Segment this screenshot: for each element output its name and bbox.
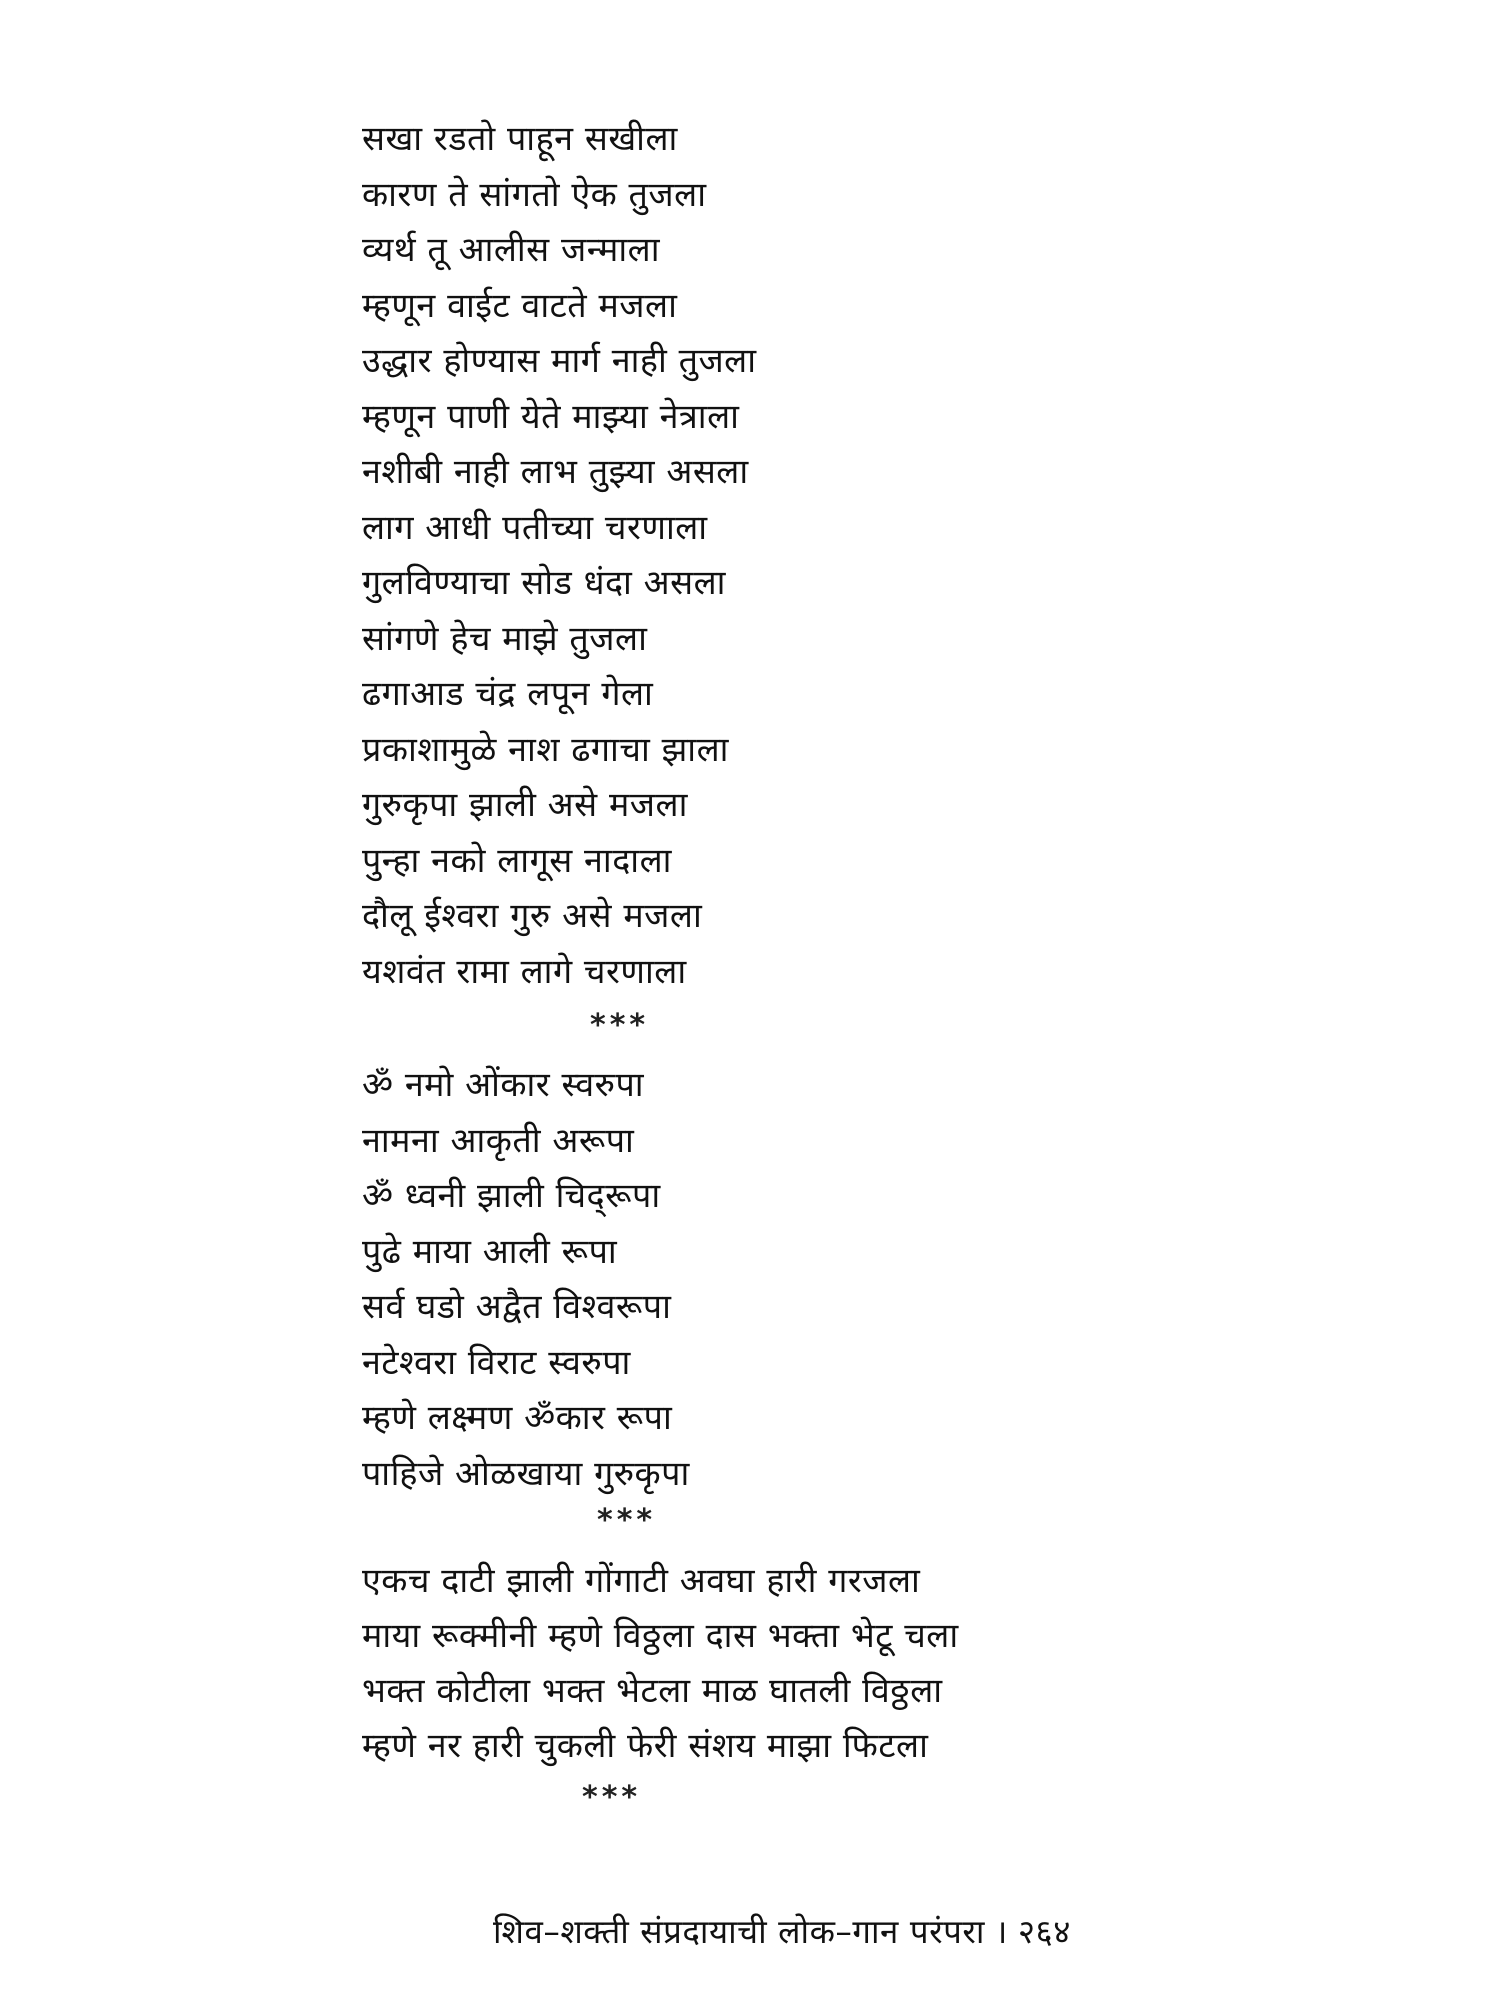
verse-line: सखा रडतो पाहून सखीला: [362, 119, 678, 159]
verse-line: ॐ नमो ओंकार स्वरुपा: [362, 1065, 645, 1105]
verse-line: माया रूक्मीनी म्हणे विठ्ठला दास भक्ता भेटू चला: [362, 1616, 959, 1656]
footer-separator: ।: [994, 1912, 1008, 1951]
verse-line: ढगाआड चंद्र लपून गेला: [362, 674, 654, 714]
stanza-2: [362, 1058, 690, 1502]
verse-line: गुरुकृपा झाली असे मजला: [362, 785, 688, 825]
verse-line: सर्व घडो अद्वैत विश्वरूपा: [362, 1287, 672, 1327]
verse-line: व्यर्थ तू आलीस जन्माला: [362, 230, 661, 270]
verse-line: नटेश्वरा विराट स्वरुपा: [362, 1342, 631, 1383]
page-number: २६४: [1017, 1912, 1071, 1951]
section-divider: ***: [597, 1503, 657, 1538]
verse-line: पुन्हा नको लागूस नादाला: [362, 840, 672, 881]
verse-line: म्हणून पाणी येते माझ्या नेत्राला: [362, 396, 740, 437]
verse-line: पुढे माया आली रूपा: [362, 1231, 618, 1272]
verse-line: पाहिजे ओळखाया गुरुकृपा: [362, 1453, 690, 1494]
verse-line: म्हणून वाईट वाटते मजला: [362, 285, 678, 326]
verse-line: कारण ते सांगतो ऐक तुजला: [362, 174, 707, 215]
verse-line: भक्त कोटीला भक्त भेटला माळ घातली विठ्ठला: [362, 1671, 943, 1711]
verse-line: ॐ ध्वनी झाली चिद्‌रूपा: [362, 1176, 661, 1216]
verse-line: नशीबी नाही लाभ तुझ्या असला: [362, 452, 749, 492]
verse-line: सांगणे हेच माझे तुजला: [362, 618, 648, 659]
verse-line: दौलू ईश्वरा गुरु असे मजला: [362, 896, 703, 936]
section-divider: ***: [590, 1008, 650, 1043]
verse-line: एकच दाटी झाली गोंगाटी अवघा हारी गरजला: [362, 1561, 921, 1601]
section-divider: ***: [582, 1780, 642, 1815]
page-footer: [493, 1908, 1071, 1953]
verse-line: नामना आकृती अरूपा: [362, 1120, 635, 1161]
verse-line: प्रकाशामुळे नाश ढगाचा झाला: [362, 729, 729, 770]
verse-line: लाग आधी पतीच्या चरणाला: [362, 507, 708, 548]
verse-line: म्हणे लक्ष्मण ॐकार रूपा: [362, 1398, 673, 1438]
verse-line: उद्धार होण्यास मार्ग नाही तुजला: [362, 341, 757, 381]
verse-line: म्हणे नर हारी चुकली फेरी संशय माझा फिटला: [362, 1726, 929, 1766]
book-title: शिव–शक्ती संप्रदायाची लोक–गान परंपरा: [493, 1912, 985, 1951]
stanza-1: [362, 112, 757, 1000]
verse-line: यशवंत रामा लागे चरणाला: [362, 951, 687, 992]
stanza-3: [362, 1554, 959, 1774]
verse-line: गुलविण्याचा सोड धंदा असला: [362, 563, 726, 603]
